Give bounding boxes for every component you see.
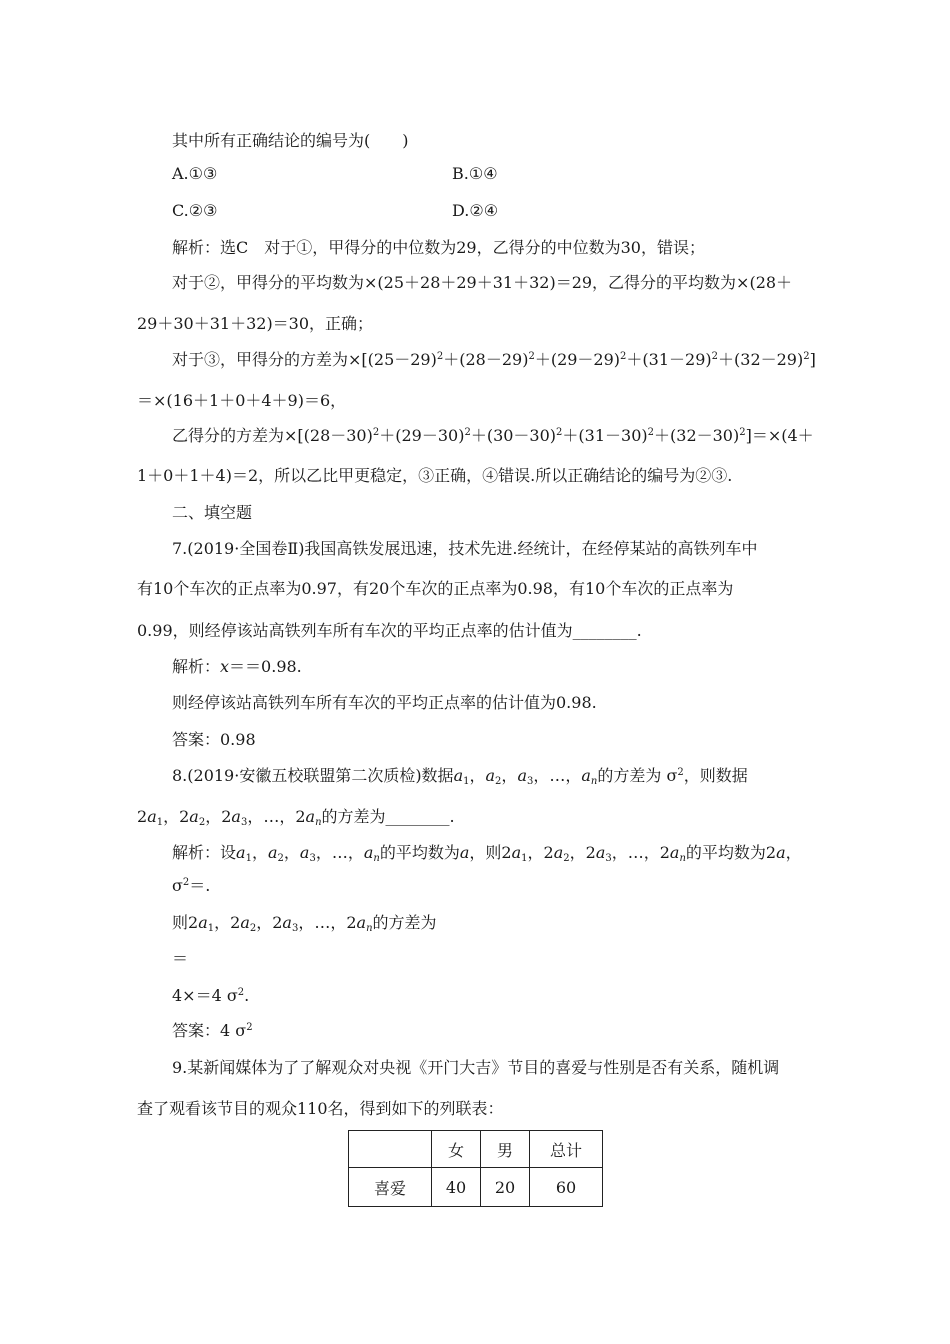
variance-line-jia: 对于③，甲得分的方差为$\times[(25-29)^2+(28-29)^2+(29-29)^2+(31-29)^2+(32-29)^2]$	[172, 350, 816, 369]
table-header-cell: 男	[481, 1131, 530, 1168]
table-header-cell: 总计	[530, 1131, 603, 1168]
option-a: A.①③	[172, 164, 218, 183]
question-7: 7.(2019·全国卷Ⅱ)我国高铁发展迅速，技术先进.经统计，在经停某站的高铁列车中	[172, 539, 758, 558]
solution-7: 解析：x＝＝0.98.	[172, 657, 302, 676]
option-b: B.①④	[452, 164, 498, 183]
question-8: $2a_1$，$2a_2$，$2a_3$，…，$2a_n$的方差为________.	[137, 807, 455, 828]
contingency-table	[348, 1130, 603, 1207]
question-7: 0.99，则经停该站高铁列车所有车次的平均正点率的估计值为________.	[137, 621, 642, 640]
solution-8: 解析：设$a_1$，$a_2$，$a_3$，…，$a_n$的平均数为a，则$2a_1$，$2a_2$，$2a_3$，…，$2a_n$的平均数为2a，	[172, 843, 802, 864]
solution-8: 4×＝4 $\sigma^2$.	[172, 986, 250, 1005]
table-row	[349, 1168, 603, 1207]
solution-7: 则经停该站高铁列车所有车次的平均正点率的估计值为0.98.	[172, 693, 597, 712]
table-cell: 40	[432, 1168, 481, 1207]
solution-8: ＝	[172, 949, 189, 968]
table-cell: 20	[481, 1168, 530, 1207]
solution-8: 则$2a_1$，$2a_2$，$2a_3$，…，$2a_n$的方差为	[172, 913, 437, 934]
table-cell: 60	[530, 1168, 603, 1207]
solution-line: 1＋0＋1＋4)＝2，所以乙比甲更稳定，③正确，④错误.所以正确结论的编号为②③.	[137, 466, 733, 485]
question-stem: 其中所有正确结论的编号为( )	[172, 131, 409, 150]
table-header-row	[349, 1131, 603, 1168]
table-header-cell: 女	[432, 1131, 481, 1168]
solution-8: $\sigma^2=$.	[172, 876, 211, 895]
solution-line: ＝×(16＋1＋0＋4＋9)＝6，	[137, 391, 347, 410]
option-d: D.②④	[452, 201, 499, 220]
solution-line: 对于②，甲得分的平均数为×(25＋28＋29＋31＋32)＝29，乙得分的平均数为×(28＋	[172, 273, 793, 292]
table-cell: 喜爱	[349, 1168, 432, 1207]
variance-line-yi: 乙得分的方差为$\times[(28-30)^2+(29-30)^2+(30-30)^2+(31-30)^2+(32-30)^2]=\times(4+$	[172, 426, 814, 445]
table-header-cell	[349, 1131, 432, 1168]
answer-7: 答案：0.98	[172, 730, 256, 749]
solution-line: 解析：选C 对于①，甲得分的中位数为29，乙得分的中位数为30，错误；	[172, 238, 705, 257]
solution-line: 29＋30＋31＋32)＝30，正确；	[137, 314, 374, 333]
question-9: 查了观看该节目的观众110名，得到如下的列联表：	[137, 1099, 504, 1118]
question-7: 有10个车次的正点率为0.97，有20个车次的正点率为0.98，有10个车次的正点率为	[137, 579, 734, 598]
question-9: 9.某新闻媒体为了了解观众对央视《开门大吉》节目的喜爱与性别是否有关系，随机调	[172, 1058, 780, 1077]
question-8: 8.(2019·安徽五校联盟第二次质检)数据$a_1$，$a_2$，$a_3$，…，$a_n$的方差为 $\sigma^2$，则数据	[172, 766, 748, 787]
answer-8: 答案：4 $\sigma^2$	[172, 1021, 253, 1040]
section-heading: 二、填空题	[172, 503, 253, 522]
option-c: C.②③	[172, 201, 218, 220]
